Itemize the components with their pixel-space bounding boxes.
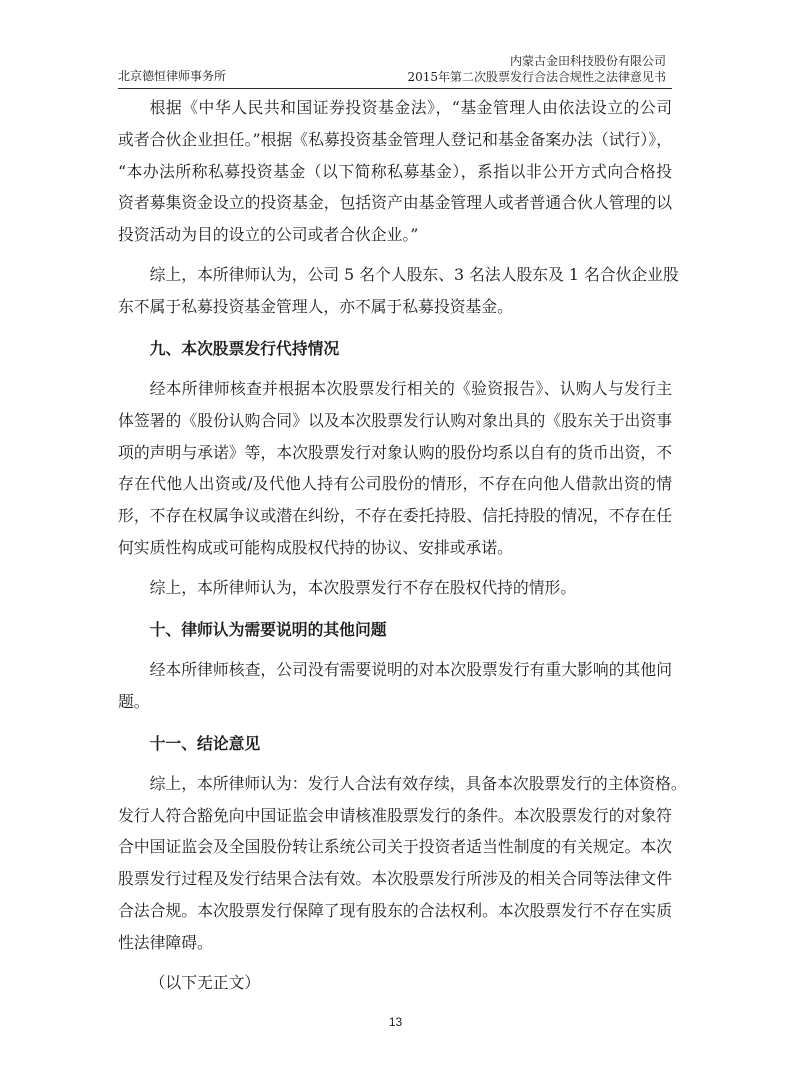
page-number: 13 xyxy=(388,1015,403,1029)
text-line: 存在代他人出资或/及代他人持有公司股份的情形，不存在向他人借款出资的情 xyxy=(118,474,672,494)
document-body xyxy=(118,92,687,999)
text-line: 经本所律师核查，公司没有需要说明的对本次股票发行有重大影响的其他问 xyxy=(149,660,672,680)
text-line: “本办法所称私募投资基金（以下简称私募基金），系指以非公开方式向合格投 xyxy=(118,161,672,181)
text-line: 题。 xyxy=(118,691,150,711)
text-line: 股票发行过程及发行结果合法有效。本次股票发行所涉及的相关合同等法律文件 xyxy=(118,869,672,889)
header-divider xyxy=(118,88,672,89)
paragraph-no-proxy-conclusion xyxy=(118,572,672,604)
text-line: 东不属于私募投资基金管理人，亦不属于私募投资基金。 xyxy=(118,297,513,317)
header-company-name: 内蒙古金田科技股份有限公司 xyxy=(509,54,666,68)
text-line: 资者募集资金设立的投资基金，包括资产由基金管理人或者普通合伙人管理的以 xyxy=(118,193,672,213)
text-line: 发行人符合豁免向中国证监会申请核准股票发行的条件。本次股票发行的对象符 xyxy=(118,805,672,825)
paragraph-other-issues xyxy=(118,654,672,718)
note-no-further-text xyxy=(118,967,672,999)
paragraph-shareholders-conclusion xyxy=(118,259,679,323)
header-document-info xyxy=(407,53,666,85)
text-line: 体签署的《股份认购合同》以及本次股票发行认购对象出具的《股东关于出资事 xyxy=(118,410,672,430)
text-line: 何实质性构成或可能构成股权代持的协议、安排或承诺。 xyxy=(118,538,513,558)
text-line: 综上，本所律师认为，本次股票发行不存在股权代持的情形。 xyxy=(149,578,577,598)
header-document-title: 2015年第二次股票发行合法合规性之法律意见书 xyxy=(407,70,666,84)
paragraph-conclusion-opinion xyxy=(118,768,687,959)
text-line: 合法合规。本次股票发行保障了现有股东的合法权利。本次股票发行不存在实质 xyxy=(118,900,672,920)
section-heading-10: 十、律师认为需要说明的其他问题 xyxy=(149,619,387,639)
text-line: 性法律障碍。 xyxy=(118,932,213,952)
paragraph-proxy-holding-verification xyxy=(118,373,672,564)
text-line: 根据《中华人民共和国证券投资基金法》，“基金管理人由依法设立的公司 xyxy=(149,98,672,117)
paragraph-fund-law-citation xyxy=(118,92,672,251)
text-line: 或者合伙企业担任。”根据《私募投资基金管理人登记和基金备案办法（试行）》， xyxy=(118,129,672,149)
header-firm-name: 北京德恒律师事务所 xyxy=(118,69,227,83)
text-line: 经本所律师核查并根据本次股票发行相关的《验资报告》、认购人与发行主 xyxy=(149,379,672,399)
text-line: 综上，本所律师认为，公司 5 名个人股东、3 名法人股东及 1 名合伙企业股 xyxy=(149,265,679,285)
text-line: 投资活动为目的设立的公司或者合伙企业。” xyxy=(118,225,419,245)
text-line: 形，不存在权属争议或潜在纠纷，不存在委托持股、信托持股的情况，不存在任 xyxy=(118,506,672,526)
text-line: 项的声明与承诺》等，本次股票发行对象认购的股份均系以自有的货币出资，不 xyxy=(118,442,672,462)
text-line: （以下无正文） xyxy=(149,972,261,992)
section-heading-11: 十一、结论意见 xyxy=(149,733,261,753)
section-heading-9: 九、本次股票发行代持情况 xyxy=(149,338,340,358)
text-line: 综上，本所律师认为：发行人合法有效存续，具备本次股票发行的主体资格。 xyxy=(149,773,687,793)
text-line: 合中国证监会及全国股份转让系统公司关于投资者适当性制度的有关规定。本次 xyxy=(118,837,672,857)
